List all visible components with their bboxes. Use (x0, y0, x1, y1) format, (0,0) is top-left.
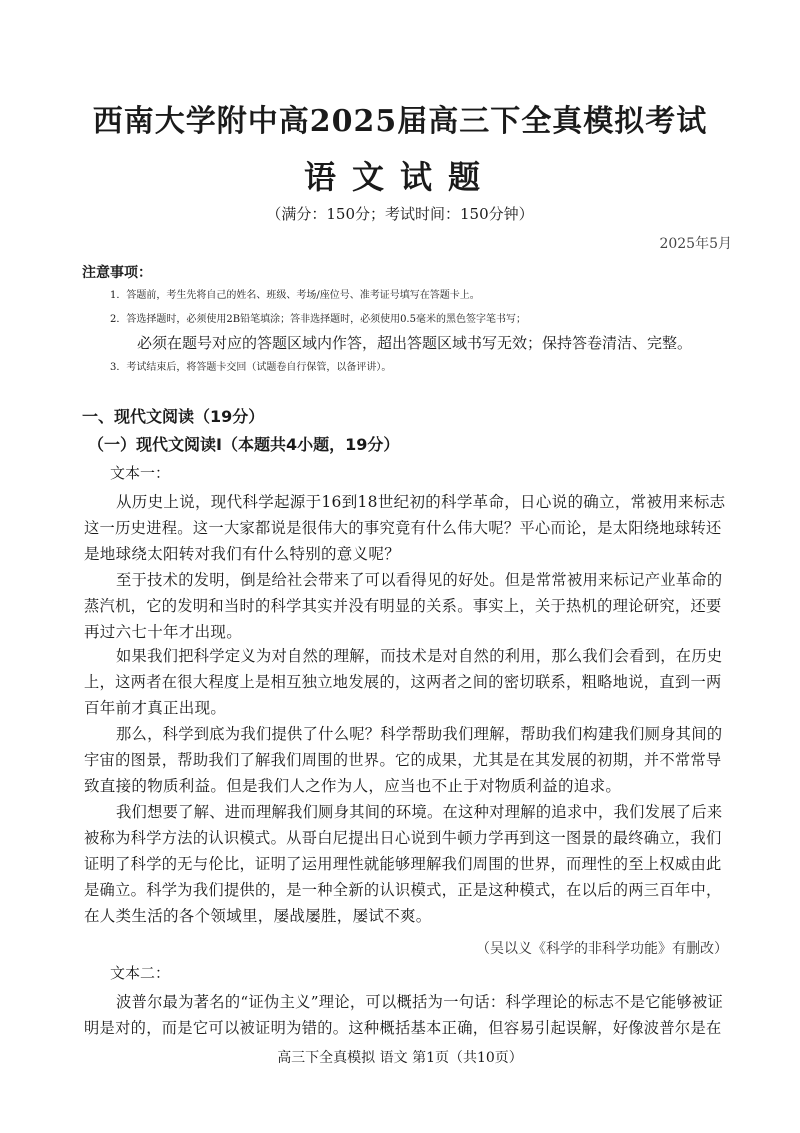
text2-label: 文本二： (110, 964, 171, 982)
text1-line: 从历史上说，现代科学起源于16到18世纪初的科学革命，日心说的确立，常被用来标志 (116, 493, 726, 511)
notice-item-2: 2．答选择题时，必须使用2B铅笔填涂；答非选择题时，必须使用0.5毫米的黑色签字笔书写； (110, 314, 526, 325)
section-heading: 一、现代文阅读（19分） (82, 407, 265, 426)
school-title: 西南大学附中高2025届高三下全真模拟考试 (92, 104, 708, 139)
text1-label: 文本一： (110, 464, 171, 482)
text1-line: 被称为科学方法的认识模式。从哥白尼提出日心说到牛顿力学再到这一图景的最终确立，我们 (84, 829, 722, 847)
text2-line: 明是对的，而是它可以被证明为错的。这种概括基本正确，但容易引起误解，好像波普尔是在 (84, 1019, 722, 1037)
notice-heading: 注意事项： (82, 265, 152, 281)
text1-line: 在人类生活的各个领域里，屡战屡胜，屡试不爽。 (84, 907, 432, 925)
text1-line: 致直接的物质利益。但是我们人之作为人，应当也不止于对物质利益的追求。 (84, 777, 622, 795)
notice-item-2-cont: 必须在题号对应的答题区域内作答，超出答题区域书写无效；保持答卷清洁、完整。 (137, 334, 693, 352)
text2-line: 波普尔最为著名的“证伪主义”理论，可以概括为一句话：科学理论的标志不是它能够被证 (116, 993, 724, 1011)
text1-line: 上，这两者在很大程度上是相互独立地发展的，这两者之间的密切联系，粗略地说，直到一两 (84, 673, 722, 691)
text1-line: 那么，科学到底为我们提供了什么呢？科学帮助我们理解，帮助我们构建我们厕身其间的 (116, 725, 723, 743)
score-info: （满分：150分；考试时间：150分钟） (266, 205, 534, 223)
text1-citation: （吴以义《科学的非科学功能》有删改） (476, 941, 728, 957)
text1-line: 这一历史进程。这一大家都说是很伟大的事究竟有什么伟大呢？平心而论，是太阳绕地球转还 (84, 519, 722, 537)
text1-line: 证明了科学的无与伦比，证明了运用理性就能够理解我们周围的世界，而理性的至上权威由此 (84, 855, 722, 873)
text1-line: 百年前才真正出现。 (84, 699, 227, 717)
exam-date: 2025年5月 (659, 236, 732, 252)
text1-line: 是地球绕太阳转对我们有什么特别的意义呢？ (84, 545, 401, 563)
text1-line: 再过六七十年才出现。 (84, 623, 243, 641)
subject-title: 语文试题 (303, 158, 496, 196)
text1-line: 如果我们把科学定义为对自然的理解，而技术是对自然的利用，那么我们会看到，在历史 (116, 647, 723, 665)
text1-line: 宇宙的图景，帮助我们了解我们周围的世界。它的成果，尤其是在其发展的初期，并不常常导 (84, 751, 722, 769)
text1-line: 是确立。科学为我们提供的，是一种全新的认识模式，正是这种模式，在以后的两三百年中， (84, 881, 722, 899)
notice-item-3: 3．考试结束后，将答题卡交回（试题卷自行保管，以备评讲）。 (110, 362, 392, 373)
text1-line: 蒸汽机，它的发明和当时的科学其实并没有明显的关系。事实上，关于热机的理论研究，还要 (84, 597, 722, 615)
text1-line: 至于技术的发明，倒是给社会带来了可以看得见的好处。但是常常被用来标记产业革命的 (116, 571, 723, 589)
notice-item-1: 1．答题前，考生先将自己的姓名、班级、考场/座位号、准考证号填写在答题卡上。 (110, 290, 480, 301)
page-footer: 高三下全真模拟 语文 第1页（共10页） (277, 1050, 523, 1066)
text1-line: 我们想要了解、进而理解我们厕身其间的环境。在这种对理解的追求中，我们发展了后来 (116, 803, 723, 821)
subsection-heading: （一）现代文阅读Ⅰ（本题共4小题，19分） (88, 435, 400, 454)
